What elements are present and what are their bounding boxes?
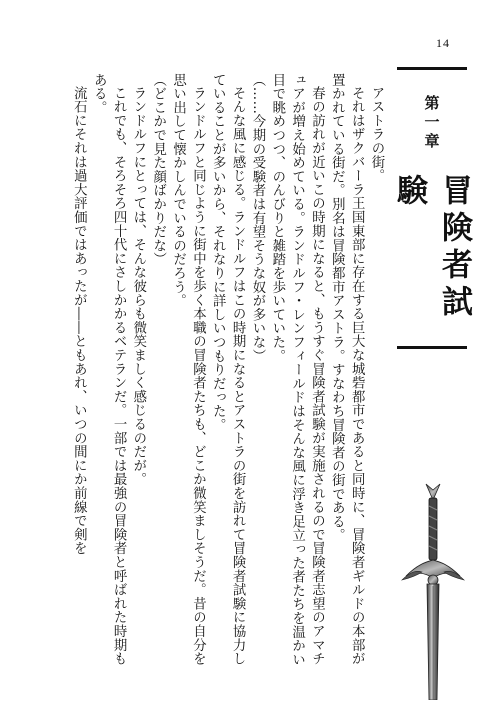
paragraph-3: 春の訪れが近いこの時期になると、もうすぐ冒険者試験が実施されるので冒険者志望のアマチュアが増え始めている。ランドルフ・レンフィールドはそんな風に浮き足立った者たちを温かい目で眺めつつ、のんびりと雑踏を歩いていた。 — [269, 73, 325, 667]
paragraph-2: それはザクバーラ王国東部に存在する巨大な城砦都市であると同時に、冒険者ギルドの本部が置かれている街だ。別名は冒険都市アストラ。すなわち冒険者の街である。 — [329, 73, 365, 666]
paragraph-10: 流石にそれは過大評価ではあったが――ともあれ、いつの間にか前線で剣を — [71, 86, 87, 556]
paragraph-7: （どこかで見た顔ばかりだな） — [150, 73, 166, 267]
body-text — [68, 73, 386, 673]
paragraph-9: これでも、そろそろ四十代にさしかかるベテランだ。一部では最強の冒険者と呼ばれた時期もある。 — [91, 73, 127, 666]
page-number: 14 — [436, 36, 450, 50]
sword-icon — [398, 480, 468, 700]
chapter-heading — [391, 67, 472, 349]
paragraph-1: アストラの街。 — [369, 86, 384, 183]
paragraph-8: ランドルフにとっては、そんな彼らも微笑ましく感じるのだが。 — [130, 86, 146, 487]
paragraph-5: そんな風に感じる。ランドルフはこの時期になるとアストラの街を訪れて冒険者試験に協力していることが多いから、それなりに詳しいつもりだった。 — [210, 73, 246, 666]
chapter-label: 第一章 — [422, 94, 441, 152]
chapter-title: 冒険者試験 — [391, 174, 472, 322]
paragraph-4: （……今期の受験者は有望そうな奴が多いな） — [249, 73, 265, 363]
paragraph-6: ランドルフと同じように街中を歩く本職の冒険者たちも、どこか微笑ましそうだ。昔の自分を思い出して懐かしんでいるのだろう。 — [170, 73, 206, 666]
